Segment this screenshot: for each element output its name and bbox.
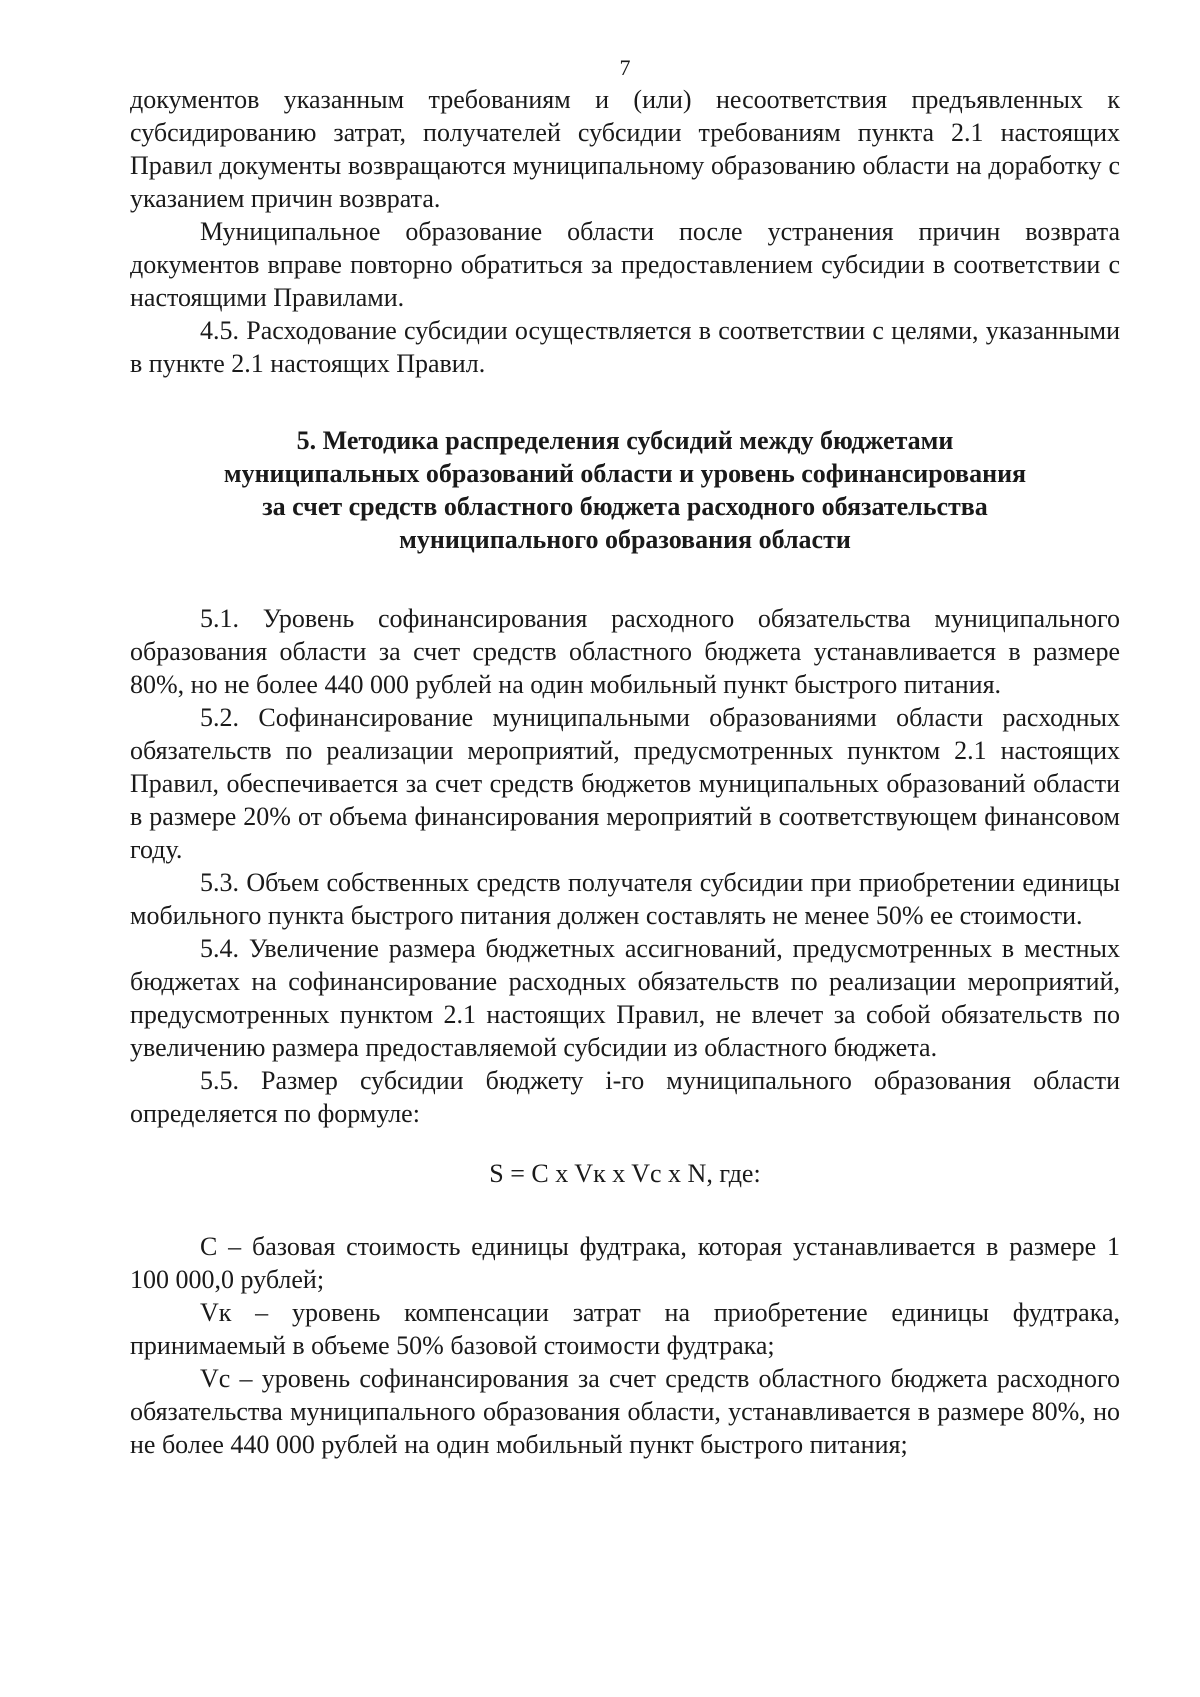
paragraph-5-5: 5.5. Размер субсидии бюджету i-го муниципального образования области определяется по формуле:: [130, 1066, 1120, 1128]
page-number: 7: [619, 55, 631, 80]
section-heading-line: муниципального образования области: [399, 525, 851, 554]
definition-vk: Vк – уровень компенсации затрат на приобретение единицы фудтрака, принимаемый в объеме 50% базовой стоимости фудтрака;: [130, 1298, 1120, 1360]
section-heading-line: за счет средств областного бюджета расходного обязательства: [262, 492, 988, 521]
subsidy-formula: S = C x Vк x Vc x N, где:: [489, 1159, 761, 1188]
paragraph-4-5: 4.5. Расходование субсидии осуществляется в соответствии с целями, указанными в пункте 2.1 настоящих Правил.: [130, 316, 1120, 378]
document-page: [130, 55, 1120, 1461]
paragraph-resubmission: Муниципальное образование области после устранения причин возврата документов вправе повторно обратиться за предоставлением субсидии в соответствии с настоящими Правилами.: [130, 217, 1120, 312]
definition-c: С – базовая стоимость единицы фудтрака, которая устанавливается в размере 1 100 000,0 рублей;: [130, 1232, 1120, 1294]
paragraph-5-4: 5.4. Увеличение размера бюджетных ассигнований, предусмотренных в местных бюджетах на софинансирование расходных обязательств по реализации мероприятий, предусмотренных пунктом 2.1 настоящих Правил, не влечет за собой обязательств по увеличению размера предоставляемой субсидии из областного бюджета.: [130, 934, 1120, 1062]
paragraph-5-1: 5.1. Уровень софинансирования расходного обязательства муниципального образования области за счет средств областного бюджета устанавливается в размере 80%, но не более 440 000 рублей на один мобильный пункт быстрого питания.: [130, 604, 1120, 699]
section-heading-line: муниципальных образований области и уровень софинансирования: [223, 459, 1027, 488]
paragraph-5-3: 5.3. Объем собственных средств получателя субсидии при приобретении единицы мобильного пункта быстрого питания должен составлять не менее 50% ее стоимости.: [130, 868, 1120, 930]
section-heading-line: 5. Методика распределения субсидий между бюджетами: [296, 426, 954, 455]
paragraph-5-2: 5.2. Софинансирование муниципальными образованиями области расходных обязательств по реализации мероприятий, предусмотренных пунктом 2.1 настоящих Правил, обеспечивается за счет средств бюджетов муниципальных образований области в размере 20% от объема финансирования мероприятий в соответствующем финансовом году.: [130, 703, 1120, 864]
paragraph-return-documents: документов указанным требованиям и (или) несоответствия предъявленных к субсидированию затрат, получателей субсидии требованиям пункта 2.1 настоящих Правил документы возвращаются муниципальному образованию области на доработку с указанием причин возврата.: [130, 85, 1120, 213]
section-5-heading: [130, 424, 1120, 556]
definition-vc: Vc – уровень софинансирования за счет средств областного бюджета расходного обязательства муниципального образования области, устанавливается в размере 80%, но не более 440 000 рублей на один мобильный пункт быстрого питания;: [130, 1364, 1120, 1459]
